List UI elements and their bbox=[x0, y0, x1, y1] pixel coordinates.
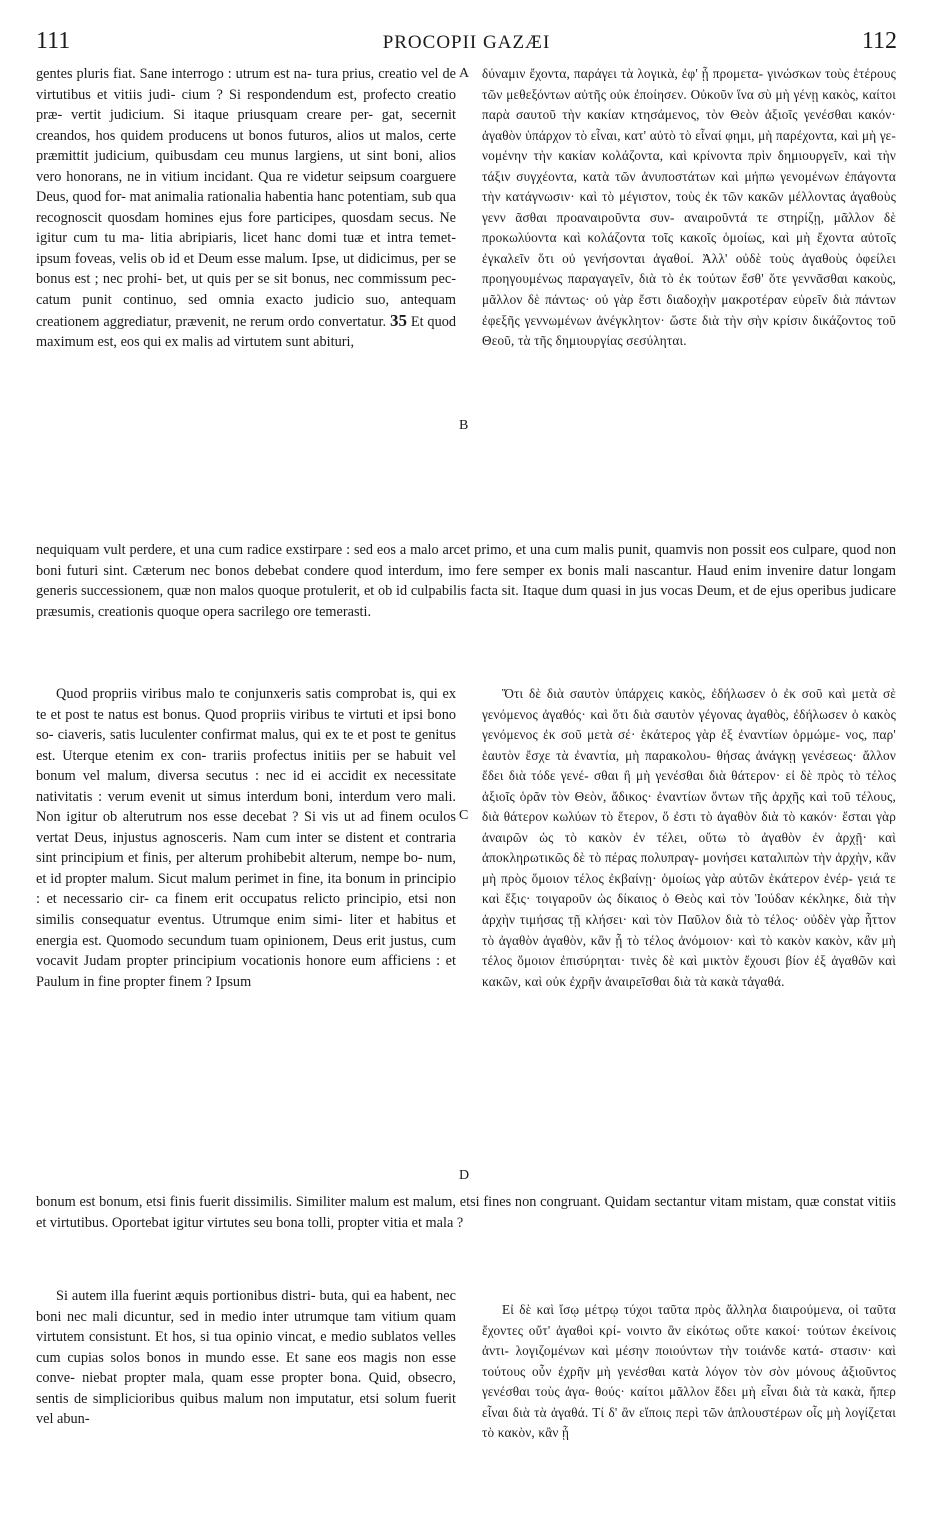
section-number: 35 bbox=[389, 310, 407, 330]
latin-paragraph-middle: Quod propriis viribus malo te conjunxeris satis comprobat is, qui ex te et post te natus est bonus. Quod propriis viribus te virtuti et ipsi bono so- ciaveris, satis luculenter confirmat malus, qui ex te et post te genitus est. Uterque etenim ex con- trariis profectus initiis per se habuit vel bonum vel malum, diversa secutus : nec id ei accidit ex necessitate nativitatis : verum evenit ut simus interdum boni, interdum vero mali. Non igitur ob alterutrum nos esse decebat ? Si vis ut ad finem oculos vertat Deus, injustus agnosceris. Nam cum inter se distent et contraria sint principium et finis, per alterum prohibebit alterum, nempe bo- num, et id propter malum. Sicut malum perimet in fine, ita bonum in principio : et necessario cir- ca finem erit occupatus relicto principio, etsi non similis consequatur eventus. Utrumque enim simi- liter et habitus et energia est. Quomodo secundum tuam opinionem, Deus erit justus, cum vocavit Judam propter principium vocationis honore eum afficiens : et Paulum in fine propter finem ? Ipsum bbox=[36, 686, 456, 990]
margin-letter-a: A bbox=[459, 66, 470, 81]
page-number-right: 112 bbox=[861, 28, 897, 54]
greek-paragraph-top: δύναμιν ἔχοντα, παράγει τὰ λογικὰ, ἐφ' ᾗ προμετα- γινώσκων τοὺς ἑτέρους τῶν μεθεξόντων αὐτῆς οὐκ ἐποίησεν. Οὐκοῦν ἵνα σὺ μὴ γένῃ κακὸς, καίτοι παρὰ σαυτοῦ τὴν κακίαν κτησάμενος, τὸν Θεὸν ἀξιοῖς γενέσθαι κακόν· ἀγαθὸν ὑπάρχον τὸ εἶναι, κατ' αὐτὸ τὸ εἶναί φημι, μὴ παρέχοντα, καὶ μὴ γε- νομένην τὴν κακίαν κολάζοντα, καὶ κρίνοντα πρὶν δημιουργεῖν, καὶ τὴν τάξιν συγχέοντα, κατὰ τῶν ἀνυποστάτων καὶ μήπω γενομένων ἐπάγοντα τὴν κατάγνωσιν· καὶ τὸ μέγιστον, τοὺς ἐκ τῶν κακῶν μέλλοντας ἀγαθοὺς γενν ᾶσθαι προαναιροῦντα συν- αναιροῦντά τε στηρίζῃ, μᾶλλον δὲ προκωλύοντα καὶ κολάζοντα τοῖς κακοῖς ὁμοίως, καὶ μὴ ἔχοντα αὐτοῖς ἐγκαλεῖν ὅτι οὐ γενήσονται ἀγαθοί. Ἀλλ' οὐδὲ τοὺς ἀγαθοὺς ὀφείλει προηγουμένως παραγαγεῖν, διὰ τὸ ἐκ τούτων ἔσθ' ὅτε γεννᾶσθαι κακοὺς, μᾶλλον δὲ πάντως· οὐ γὰρ ἔστι διαδοχὴν μακροτέραν εὑρεῖν διὰ πάντων ἐφεξῆς γεννωμένων ἀνέγκλητον· ὥστε διὰ τὴν σὴν κρίσιν δικάζοντος τοῦ Θεοῦ, τὰ τῆς δημιουργίας σεσύληται. bbox=[482, 66, 896, 349]
page-header bbox=[36, 28, 897, 62]
latin-paragraph-fullwidth-top: nequiquam vult perdere, et una cum radice exstirpare : sed eos a malo arcet primo, et una cum malis punit, quamvis non possit eos culpare, quod non boni futuri sint. Cæterum nec bonos debebat condere quod interdum, imo fere semper ex bonis mali nascantur. Haud enim invenire datur longam generis successionem, quæ non malos quoque protulerit, et ob id culpabilis facta sit. Itaque dum quasi in jus vocas Deum, et de ejus operibus judicare præsumis, creationis quoque opera sacrilego ore temerasti. bbox=[36, 542, 896, 620]
latin-paragraph-top: gentes pluris fiat. Sane interrogo : utrum est na- tura prius, creatio vel de virtutibus et vitiis judi- cium ? Si respondendum est, profecto creatio præ- vertit judicium. Si itaque priusquam creare per- gat, secernit creandos, hos quidem producens ut bonos futuros, alios ut malos, certe præmittit judicium, quibusdam ceu munus largiens, ut sint boni, alios vero honorans, ne in vitium incidant. Qua re videtur seipsum coarguere Deus, quod for- mat animalia rationalia habentia hanc potentiam, sub qua recognoscit quosdam homines ejus fore participes, quosdam secus. Ne igitur cum tu ma- litia abripiaris, licet hanc domi tuæ et intra temet- ipsum foveas, velis ob id et Deum esse malum. Ipse, ut didicimus, per se bonus est ; nec prohi- bet, ut quis per se sit bonus, nec commissum pec- catum punit continuo, sed omnia exacto judicio suo, antequam creationem aggrediatur, prævenit, ne rerum ordo convertatur. 35 Et quod maximum est, eos qui ex malis ad virtutem sunt abituri, bbox=[36, 66, 456, 351]
greek-paragraph-middle: Ὅτι δὲ διὰ σαυτὸν ὑπάρχεις κακὸς, ἐδήλωσεν ὁ ἐκ σοῦ καὶ μετὰ σὲ γενόμενος ἀγαθός· καὶ ὅτι διὰ σαυτὸν γέγονας ἀγαθὸς, ἐδήλωσεν ὁ κακὸς γενόμενος ἐκ σοῦ μετὰ σέ· ἑκάτερος γὰρ ἐξ ἐναντίων ὁρμώμε- νος, παρ' ἑαυτὸν ἔσχε τὰ ἐναντία, μὴ παρακολου- θήσας ἀνάγκῃ γενέσεως· ἄλλον ἔδει διὰ τόδε γενέ- σθαι ἢ μὴ γενέσθαι διὰ θάτερον· εἰ δὲ πρὸς τὸ τέλος ἀξιοῖς ὁρᾶν τὸν Θεὸν, ἄδικος· ἐναντίων ὄντων τῆς ἀρχῆς καὶ τοῦ τέλους, διὰ θάτερον κωλύων τὸ ἕτερον, ὅ ἐστι τὸ ἀγαθὸν διὰ τὸ κακόν· ἔσται γὰρ ἀναιρῶν ὡς τὸ κακὸν ἐν τέλει, οὕτω τὸ ἀγαθὸν ἐν ἀρχῇ· καὶ ἀποκληρωτικῶς δὲ τὸ πέρας πολυπραγ- μονήσει καταλιπὼν τὴν ἀρχὴν, κἂν μὴ πρὸς ὅμοιον τέλος ἐκβαίνῃ· ὁμοίως γὰρ αὐτῶν ἑκάτερον ἐνέρ- γειά τε καὶ ἕξις· τοιγαροῦν ὡς δίκαιος ὁ Θεὸς καὶ τὸν Ἰούδαν κέκληκε, διὰ τὴν ἀρχὴν τιμήσας τῇ κλήσει· καὶ τὸν Παῦλον διὰ τὸ τέλος· οὐδὲν γὰρ ἧττον τὸ ἀγαθὸν ἀγαθὸν, κἂν ᾖ τὸ τέλος ἀνόμοιον· καὶ τὸ κακὸν κακὸν, κἂν μὴ τέλος ὅμοιον ἐπισύρηται· τινὲς δὲ καὶ μικτὸν ἔχουσι βίον ἐξ ἀγαθῶν καὶ κακῶν, καὶ οὐκ ἐχρῆν ἀναιρεῖσθαι διὰ τὰ κακὰ τἀγαθά. bbox=[482, 686, 896, 989]
margin-letter-c: C bbox=[459, 808, 469, 823]
page-number-left: 111 bbox=[36, 28, 71, 54]
latin-fullwidth-top bbox=[36, 540, 896, 666]
greek-paragraph-bottom: Εἰ δὲ καὶ ἴσῳ μέτρῳ τύχοι ταῦτα πρὸς ἄλληλα διαιρούμενα, οἱ ταῦτα ἔχοντες οὔτ' ἀγαθοὶ κρί- νοιντο ἂν εἰκότως οὔτε κακοί· τούτων ἐκείνοις ἀντι- λογιζομένων καὶ μέσην ποιούντων τὴν τοιάνδε κατά- στασιν· καὶ τούτους οὖν ἐχρῆν μὴ γενέσθαι κατὰ λόγον τὸν σὸν μόνους ἀξιοῦντος γενέσθαι τοὺς ἀγα- θούς· καίτοι μᾶλλον ἔδει μὴ εἶναι διὰ τὰ κακὰ, ἤπερ εἶναι διὰ τὰ ἀγαθά. Τί δ' ἂν εἴποις περὶ τῶν ἁπλουστέρων οἷς μὴ λογίζεται τὸ κακὸν, κἂν ᾖ bbox=[482, 1302, 896, 1441]
margin-letter-d: D bbox=[459, 1168, 470, 1183]
latin-column-middle bbox=[36, 684, 456, 1189]
margin-letter-b: B bbox=[459, 418, 469, 433]
latin-column-bottom bbox=[36, 1286, 456, 1486]
running-title: PROCOPII GAZÆI bbox=[382, 32, 551, 53]
latin-paragraph-bottom: Si autem illa fuerint æquis portionibus distri- buta, qui ea habent, nec boni nec mali dicuntur, sed in medio inter utrumque tam vitium quam virtutem consistunt. Et hos, si tua opinio vincat, e medio sublatos velles cum cupias solos bonos in mundo esse. Et sane eos magis non esse conve- niebat propter mala, quam esse propter bona. Quid, obsecro, sentis de simplicioribus quibus malum non imputatur, etsi solum fuerit vel abun- bbox=[36, 1288, 456, 1428]
greek-column-top bbox=[482, 64, 896, 529]
latin-paragraph-fullwidth-middle: bonum est bonum, etsi finis fuerit dissimilis. Similiter malum est malum, etsi fines non congruant. Quidam sectantur vitam mistam, quæ constat vitiis et virtutibus. Oportebat igitur virtutes seu bona tolli, propter vitia et mala ? bbox=[36, 1194, 896, 1231]
latin-fullwidth-middle bbox=[36, 1192, 896, 1276]
greek-column-bottom bbox=[482, 1300, 896, 1488]
latin-column-top bbox=[36, 64, 456, 529]
greek-column-middle bbox=[482, 684, 896, 1189]
